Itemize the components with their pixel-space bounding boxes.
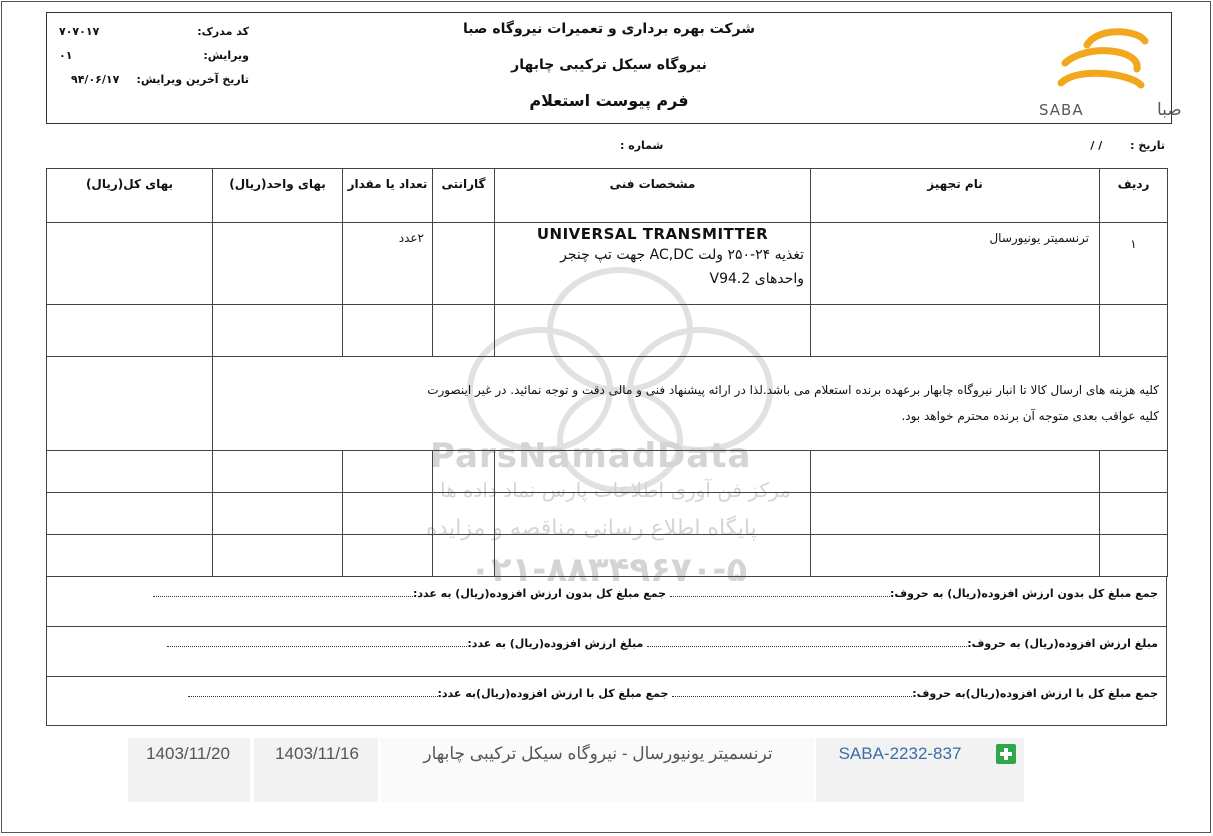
totals-row-vat	[47, 627, 1166, 677]
header-total-price: بهای کل(ریال)	[47, 169, 213, 223]
note-row	[47, 357, 1168, 451]
header-warranty: گارانتی	[433, 169, 495, 223]
total-gross-words-label: جمع مبلغ کل با ارزش افزوده(ریال)به حروف:	[912, 687, 1158, 700]
totals-row-net	[47, 577, 1166, 627]
table-row	[47, 451, 1168, 493]
items-table	[46, 168, 1168, 577]
revision-value: ۰۱	[59, 49, 73, 62]
number-label: شماره :	[620, 139, 664, 152]
company-name: شرکت بهره برداری و تعمیرات نیروگاه صبا	[462, 21, 756, 37]
note-line1: کلیه هزینه های ارسال کالا تا انبار نیروگاه چابهار برعهده برنده استعلام می باشد.لذا در ارائه پیشنهاد فنی و مالی دقت و توجه نمائید. در غیر اینصورت	[427, 383, 1159, 397]
end-date: 1403/11/20	[146, 744, 230, 763]
total-gross-digits-label: جمع مبلغ کل با ارزش افزوده(ریال)به عدد:	[437, 687, 669, 700]
cell-qty: ۲عدد	[343, 223, 433, 305]
note-left-cell	[47, 357, 213, 451]
watermark-brand: ParsNamadData	[430, 436, 752, 476]
cell-total-price	[47, 223, 213, 305]
form-title: فرم پیوست استعلام	[529, 91, 689, 110]
last-revision-value: ۹۴/۰۶/۱۷	[71, 73, 120, 86]
cell-radif: ۱	[1100, 223, 1168, 305]
doc-code-label: کد مدرک:	[197, 25, 249, 38]
header-name: نام تجهیز	[811, 169, 1100, 223]
header-radif: ردیف	[1100, 169, 1168, 223]
cell-unit-price	[213, 223, 343, 305]
plus-icon[interactable]	[996, 744, 1016, 764]
spec-line2: واحدهای V94.2	[709, 271, 804, 287]
date-field	[1090, 139, 1165, 152]
doc-code-value: ۷۰۷۰۱۷	[59, 25, 100, 38]
plant-name: نیروگاه سیکل ترکیبی چابهار	[511, 57, 707, 73]
watermark-line1: مرکز فن آوری اطلاعات پارس نماد داده ها	[440, 478, 791, 502]
revision-label: ویرایش:	[203, 49, 249, 62]
table-row	[47, 493, 1168, 535]
totals-row-gross	[47, 677, 1166, 727]
total-net-digits-label: جمع مبلغ کل بدون ارزش افزوده(ریال) به عدد:	[412, 587, 667, 600]
table-row	[47, 305, 1168, 357]
table-header-row	[47, 169, 1168, 223]
table-row	[47, 223, 1168, 305]
listing-bar[interactable]	[128, 738, 1024, 802]
saba-logo	[1037, 23, 1182, 120]
doc-info	[59, 25, 249, 97]
date-value: / /	[1090, 139, 1103, 152]
watermark-line2: پایگاه اطلاع رسانی مناقصه و مزایده	[426, 516, 757, 541]
table-row	[47, 535, 1168, 577]
form-header	[46, 12, 1182, 124]
vat-digits-label: مبلغ ارزش افزوده(ریال) به عدد:	[467, 637, 644, 650]
vat-words-label: مبلغ ارزش افزوده(ریال) به حروف:	[967, 637, 1158, 650]
logo-text-fa: صبا	[1157, 100, 1182, 120]
note-line2: کلیه عواقب بعدی متوجه آن برنده محترم خواهد بود.	[901, 409, 1159, 423]
spec-en: UNIVERSAL TRANSMITTER	[536, 225, 769, 243]
listing-title[interactable]: ترنسمیتر یونیورسال - نیروگاه سیکل ترکیبی چابهار	[380, 738, 816, 802]
date-label: تاریخ :	[1130, 139, 1165, 152]
cell-spec	[495, 223, 811, 305]
start-date: 1403/11/16	[254, 738, 380, 802]
cell-name: ترنسمیتر یونیورسال	[811, 223, 1100, 305]
note-cell	[213, 357, 1168, 451]
logo-text-en: SABA	[1039, 101, 1084, 119]
watermark-phone: ۰۲۱-۸۸۳۴۹۶۷۰-۵	[470, 550, 748, 590]
header-qty: تعداد یا مقدار	[343, 169, 433, 223]
header-unit-price: بهای واحد(ریال)	[213, 169, 343, 223]
totals-box	[46, 576, 1167, 726]
header-spec: مشخصات فنی	[495, 169, 811, 223]
last-revision-label: تاریخ آخرین ویرایش:	[136, 73, 249, 86]
cell-warranty	[433, 223, 495, 305]
listing-code[interactable]: SABA-2232-837	[816, 738, 1024, 802]
spec-line1: تغذیه ۲۴-۲۵۰ ولت AC,DC جهت تپ چنجر	[560, 247, 804, 263]
total-net-words-label: جمع مبلغ کل بدون ارزش افزوده(ریال) به حروف:	[889, 587, 1158, 600]
